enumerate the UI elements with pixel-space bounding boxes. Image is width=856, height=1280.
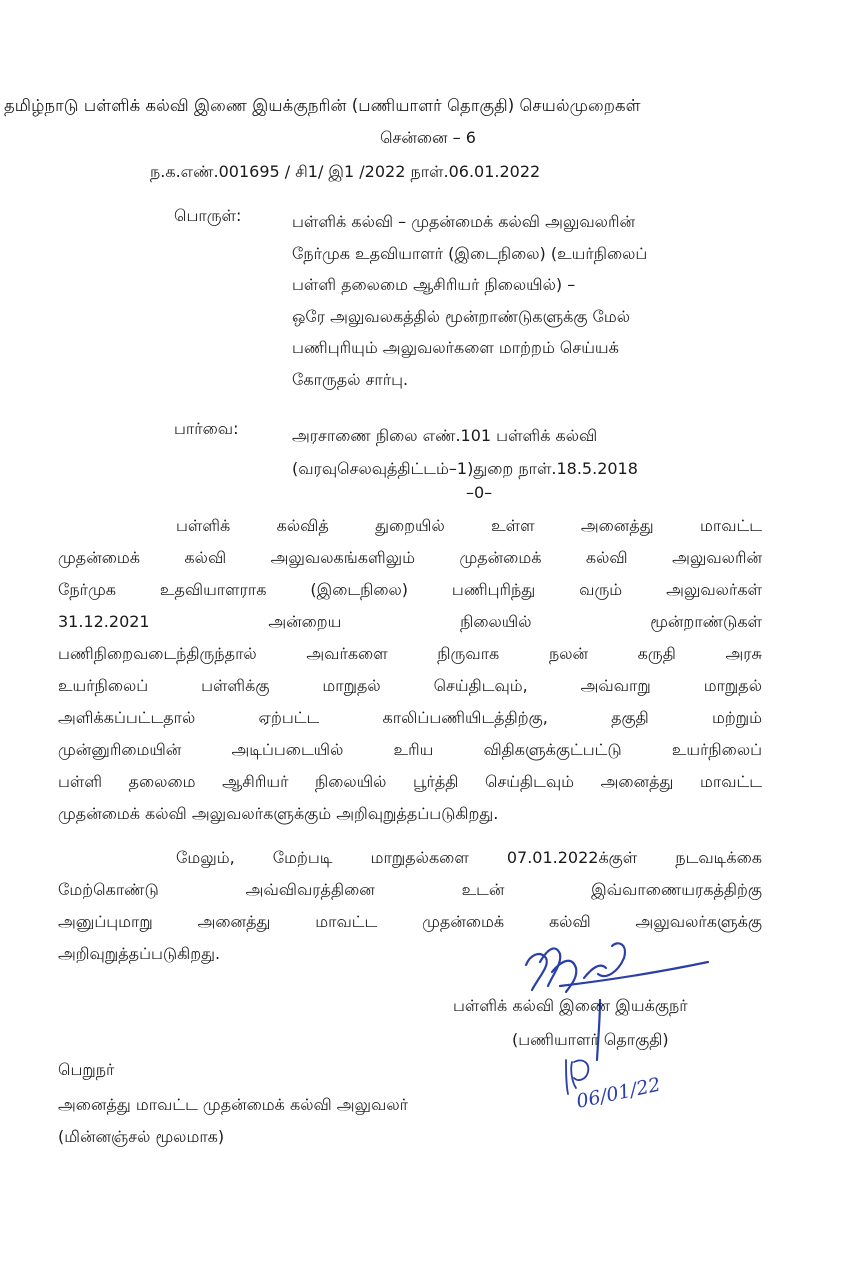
paragraph-line: நேர்முக உதவியாளராக (இடைநிலை) பணிபுரிந்து வரும் அலுவலர்கள்: [58, 580, 762, 599]
paragraph-2: [58, 848, 762, 976]
paragraph-line: அறிவுறுத்தப்படுகிறது.: [58, 944, 221, 963]
office-title: தமிழ்நாடு பள்ளிக் கல்வி இணை இயக்குநரின் (பணியாளர் தொகுதி) செயல்முறைகள்: [4, 96, 641, 115]
paragraph-line: முதன்மைக் கல்வி அலுவலகங்களிலும் முதன்மைக் கல்வி அலுவலரின்: [58, 548, 762, 567]
recipient-to: அனைத்து மாவட்ட முதன்மைக் கல்வி அலுவலர்: [58, 1095, 408, 1114]
handwritten-date: 06/01/22: [574, 1073, 663, 1113]
subject-label: பொருள்:: [174, 206, 242, 225]
paragraph-line: மேலும், மேற்படி மாறுதல்களை 07.01.2022க்குள் நடவடிக்கை: [176, 848, 762, 867]
reference-line: (வரவுசெலவுத்திட்டம்–1)துறை நாள்.18.5.2018: [292, 459, 638, 478]
paragraph-line: முன்னுரிமையின் அடிப்படையில் உரிய விதிகளுக்குட்பட்டு உயர்நிலைப்: [58, 740, 762, 759]
paragraph-line: அனுப்புமாறு அனைத்து மாவட்ட முதன்மைக் கல்வி அலுவலர்களுக்கு: [58, 912, 762, 931]
reference-label: பார்வை:: [174, 419, 239, 438]
reference-line: அரசாணை நிலை எண்.101 பள்ளிக் கல்வி: [292, 426, 598, 445]
separator: –0–: [466, 483, 493, 502]
city-line: சென்னை – 6: [380, 128, 476, 147]
subject-line: கோருதல் சார்பு.: [292, 369, 409, 389]
subject-line: ஒரே அலுவலகத்தில் மூன்றாண்டுகளுக்கு மேல்: [292, 306, 631, 326]
recipient-label: பெறுநர்: [58, 1060, 115, 1079]
signatory-designation: பள்ளிக் கல்வி இணை இயக்குநர்: [453, 996, 688, 1015]
paragraph-line: பள்ளிக் கல்வித் துறையில் உள்ள அனைத்து மாவட்ட: [176, 516, 762, 535]
subject-line: நேர்முக உதவியாளர் (இடைநிலை) (உயர்நிலைப்: [292, 243, 648, 263]
subject-block: [292, 206, 647, 395]
recipient-via: (மின்னஞ்சல் மூலமாக): [58, 1127, 225, 1146]
paragraph-line: பள்ளி தலைமை ஆசிரியர் நிலையில் பூர்த்தி செய்திடவும் அனைத்து மாவட்ட: [58, 772, 762, 791]
paragraph-line: முதன்மைக் கல்வி அலுவலர்களுக்கும் அறிவுறுத்தப்படுகிறது.: [58, 804, 499, 823]
reference-number: ந.க.எண்.001695 / சி1/ இ1 /2022 நாள்.06.01.2022: [150, 162, 541, 181]
paragraph-line: மேற்கொண்டு அவ்விவரத்தினை உடன் இவ்வாணையரகத்திற்கு: [58, 880, 762, 899]
paragraph-line: உயர்நிலைப் பள்ளிக்கு மாறுதல் செய்திடவும், அவ்வாறு மாறுதல்: [58, 676, 762, 695]
paragraph-line: பணிநிறைவடைந்திருந்தால் அவர்களை நிருவாக நலன் கருதி அரசு: [58, 644, 762, 663]
signatory-division: (பணியாளர் தொகுதி): [512, 1030, 669, 1049]
paragraph-line: 31.12.2021 அன்றைய நிலையில் மூன்றாண்டுகள்: [58, 612, 762, 631]
subject-line: பள்ளிக் கல்வி – முதன்மைக் கல்வி அலுவலரின்: [292, 212, 635, 231]
subject-line: பணிபுரியும் அலுவலர்களை மாற்றம் செய்யக்: [292, 338, 619, 357]
reference-block: [292, 419, 638, 485]
paragraph-1: [58, 516, 762, 836]
paragraph-line: அளிக்கப்பட்டதால் ஏற்பட்ட காலிப்பணியிடத்திற்கு, தகுதி மற்றும்: [58, 708, 762, 727]
subject-line: பள்ளி தலைமை ஆசிரியர் நிலையில்) –: [292, 275, 576, 294]
